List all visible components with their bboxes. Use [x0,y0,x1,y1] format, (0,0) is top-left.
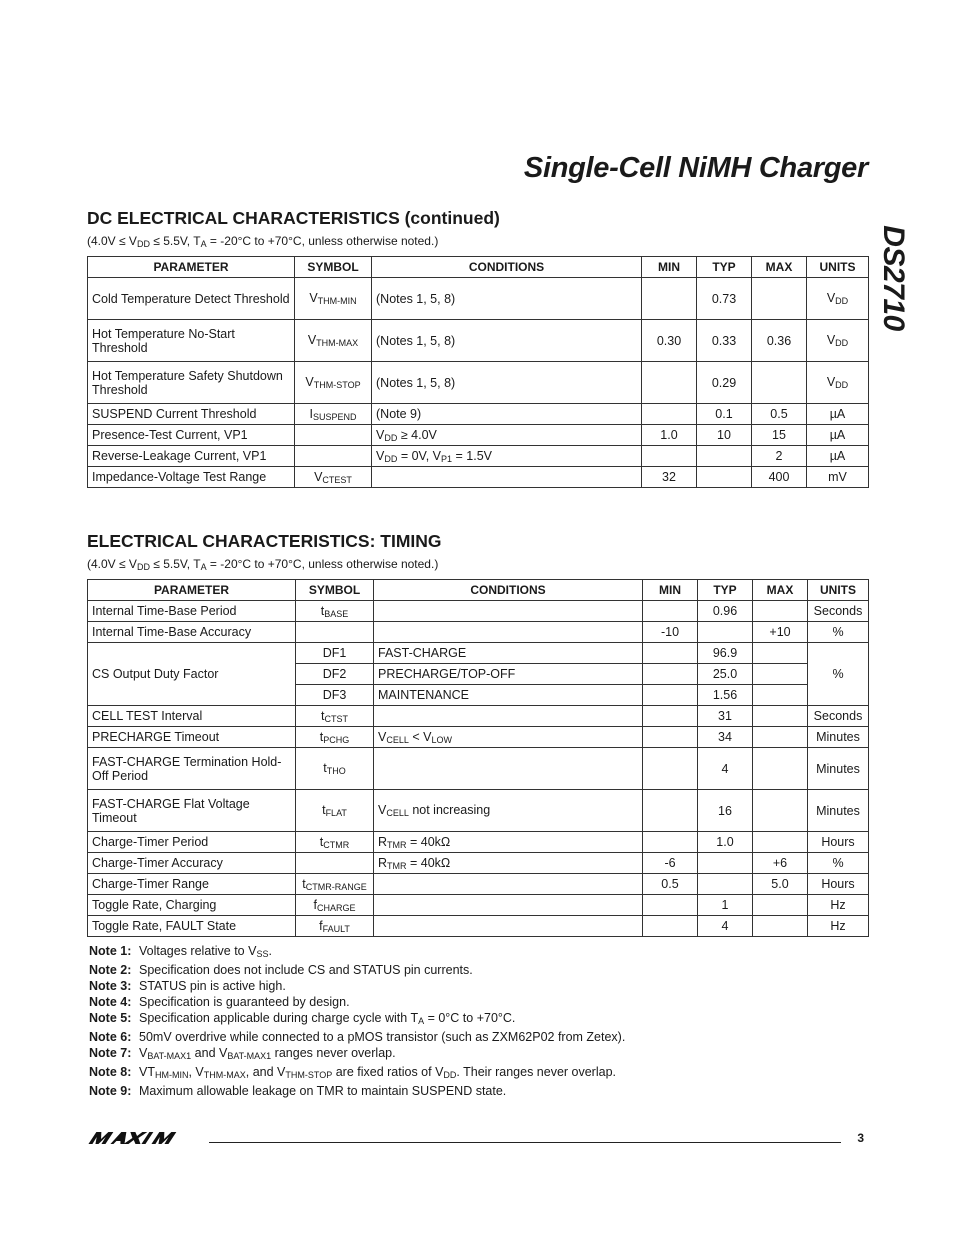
table-row [88,601,869,622]
max-cell: 0.5 [752,404,807,425]
note-label: Note 5: [89,1011,132,1025]
max-cell [753,895,808,916]
units-cell: Hz [808,916,869,937]
param-cell: Internal Time-Base Accuracy [88,622,296,643]
table-row [88,622,869,643]
column-header: SYMBOL [295,257,372,278]
conditions-cell: $V_{DD} = 0V$, $V_{P1} = 1.5V$ [372,446,642,467]
typ-cell: 4 [698,916,753,937]
note-label: Note 1: [89,944,132,958]
param-cell: Hot Temperature No-Start Threshold [88,320,295,362]
typ-cell: 96.9 [698,643,753,664]
symbol-cell [295,446,372,467]
param-cell: SUSPEND Current Threshold [88,404,295,425]
table-row [88,832,869,853]
table-row [88,467,869,488]
min-cell: 0.5 [643,874,698,895]
typ-cell: 25.0 [698,664,753,685]
units-cell: mV [807,467,869,488]
note-label: Note 6: [89,1030,132,1044]
max-cell [753,748,808,790]
param-cell: Reverse-Leakage Current, VP1 [88,446,295,467]
min-cell [643,643,698,664]
column-header: MIN [643,580,698,601]
typ-cell: 0.1 [697,404,752,425]
conditions-cell: FAST-CHARGE [374,643,643,664]
typ-cell: 31 [698,706,753,727]
conditions-cell: MAINTENANCE [374,685,643,706]
conditions-cell: (Notes 1, 5, 8) [372,320,642,362]
symbol-cell: $f_{CHARGE}$ [296,895,374,916]
param-cell: Toggle Rate, FAULT State [88,916,296,937]
table-row [88,916,869,937]
typ-cell: 4 [698,748,753,790]
part-number-vertical [863,208,923,348]
conditions-cell [374,916,643,937]
note-label: Note 3: [89,979,132,993]
timing-characteristics-table [87,579,869,937]
min-cell [642,446,697,467]
typ-cell [698,622,753,643]
note-item: Note 9: Maximum allowable leakage on TMR to maintain SUSPEND state. [89,1084,507,1098]
typ-cell: 34 [698,727,753,748]
notes-list [89,943,625,1099]
typ-cell [697,446,752,467]
conditions-cell [374,895,643,916]
min-cell [643,790,698,832]
typ-cell [698,853,753,874]
typ-cell: 0.29 [697,362,752,404]
units-cell: Hz [808,895,869,916]
min-cell: 1.0 [642,425,697,446]
conditions-cell: $V_{CELL}$ not increasing [374,790,643,832]
param-cell: Charge-Timer Range [88,874,296,895]
conditions-cell [374,748,643,790]
param-cell: PRECHARGE Timeout [88,727,296,748]
max-cell [752,362,807,404]
max-cell: 2 [752,446,807,467]
typ-cell: 1.0 [698,832,753,853]
table-row [88,790,869,832]
min-cell [643,601,698,622]
units-cell: Seconds [808,601,869,622]
typ-cell: 1 [698,895,753,916]
note-item: Note 7: $V_{BAT-MAX1}$ and $V_{BAT-MAX1}$ ranges never overlap. [89,1046,396,1061]
typ-cell: 0.96 [698,601,753,622]
note-item: Note 2: Specification does not include CS and STATUS pin currents. [89,963,473,977]
param-cell: Hot Temperature Safety Shutdown Threshold [88,362,295,404]
typ-cell: 16 [698,790,753,832]
max-cell: +6 [753,853,808,874]
dc-table-header [88,257,869,278]
column-header: PARAMETER [88,257,295,278]
max-cell [753,706,808,727]
max-cell [753,832,808,853]
conditions-cell: PRECHARGE/TOP-OFF [374,664,643,685]
table-row [88,362,869,404]
note-item: Note 4: Specification is guaranteed by design. [89,995,350,1009]
symbol-cell [296,622,374,643]
param-cell: Charge-Timer Accuracy [88,853,296,874]
table-row [88,706,869,727]
min-cell: -10 [643,622,698,643]
column-header: CONDITIONS [374,580,643,601]
table-row [88,425,869,446]
max-cell: 0.36 [752,320,807,362]
note-item: Note 5: Specification applicable during charge cycle with $T_A = 0^\circ C$ to +70°C. [89,1011,516,1026]
min-cell: -6 [643,853,698,874]
symbol-cell: $I_{SUSPEND}$ [295,404,372,425]
min-cell [643,748,698,790]
param-cell: Internal Time-Base Period [88,601,296,622]
symbol-cell: $t_{CTST}$ [296,706,374,727]
note-label: Note 2: [89,963,132,977]
typ-cell: 0.33 [697,320,752,362]
param-cell: CS Output Duty Factor [88,643,296,706]
column-header: MIN [642,257,697,278]
column-header: PARAMETER [88,580,296,601]
max-cell [753,685,808,706]
column-header: UNITS [808,580,869,601]
conditions-cell [374,874,643,895]
conditions-cell [372,467,642,488]
units-cell: $V_{DD}$ [807,278,869,320]
conditions-cell [374,706,643,727]
dc-characteristics-table [87,256,869,488]
conditions-cell: $V_{DD} \ge 4.0V$ [372,425,642,446]
max-cell [753,643,808,664]
units-cell: Hours [808,874,869,895]
min-cell [643,895,698,916]
table-row [88,446,869,467]
symbol-cell: DF1 [296,643,374,664]
dc-conditions-line: ($4.0V \le V_{DD} \le 5.5V$, $T_A = -20^\circ C$ to +70°C, unless otherwise noted.) [87,234,439,249]
note-label: Note 7: [89,1046,132,1060]
page-title: Single-Cell NiMH Charger [523,152,868,184]
max-cell [753,916,808,937]
table-row [88,404,869,425]
units-cell: Minutes [808,790,869,832]
param-cell: CELL TEST Interval [88,706,296,727]
column-header: SYMBOL [296,580,374,601]
note-label: Note 9: [89,1084,132,1098]
timing-section-title: ELECTRICAL CHARACTERISTICS: TIMING [87,531,442,551]
page-footer [87,1128,868,1150]
param-cell: Toggle Rate, Charging [88,895,296,916]
column-header: CONDITIONS [372,257,642,278]
symbol-cell: $t_{CTMR-RANGE}$ [296,874,374,895]
max-cell [753,664,808,685]
typ-cell: 1.56 [698,685,753,706]
min-cell [643,727,698,748]
symbol-cell: $f_{FAULT}$ [296,916,374,937]
symbol-cell: $t_{FLAT}$ [296,790,374,832]
table-row [88,320,869,362]
units-cell: % [808,643,869,706]
note-label: Note 8: [89,1065,132,1079]
symbol-cell: $V_{THM-MIN}$ [295,278,372,320]
min-cell: 32 [642,467,697,488]
timing-conditions-line: ($4.0V \le V_{DD} \le 5.5V$, $T_A = -20^\circ C$ to +70°C, unless otherwise noted.) [87,557,439,572]
table-row [88,278,869,320]
symbol-cell: $V_{THM-MAX}$ [295,320,372,362]
max-cell: +10 [753,622,808,643]
table-row [88,874,869,895]
typ-cell: 0.73 [697,278,752,320]
units-cell: µA [807,425,869,446]
timing-characteristics-section [87,531,868,937]
symbol-cell: DF3 [296,685,374,706]
param-cell: Cold Temperature Detect Threshold [88,278,295,320]
units-cell: Hours [808,832,869,853]
param-cell: Impedance-Voltage Test Range [88,467,295,488]
units-cell: Minutes [808,748,869,790]
min-cell [643,664,698,685]
note-item: Note 1: Voltages relative to $V_{SS}$. [89,944,272,959]
min-cell [642,278,697,320]
typ-cell: 10 [697,425,752,446]
units-cell: Seconds [808,706,869,727]
column-header: MAX [752,257,807,278]
part-number-text: DS2710 [877,225,910,331]
symbol-cell: $t_{BASE}$ [296,601,374,622]
units-cell: $V_{DD}$ [807,320,869,362]
min-cell [643,706,698,727]
conditions-cell: $R_{TMR} = 40k\Omega$ [374,853,643,874]
max-cell [752,278,807,320]
units-cell: µA [807,446,869,467]
max-cell: 15 [752,425,807,446]
conditions-cell: (Note 9) [372,404,642,425]
note-item: Note 8: $VT_{HM-MIN}$, $V_{THM-MAX}$, and $V_{THM-STOP}$ are fixed ratios of $V_{DD}$. Their ranges never overlap. [89,1065,616,1080]
note-label: Note 4: [89,995,132,1009]
maxim-logo [87,1130,199,1146]
symbol-cell: $t_{CTMR}$ [296,832,374,853]
note-item: Note 3: STATUS pin is active high. [89,979,286,993]
typ-cell [697,467,752,488]
table-row [88,748,869,790]
note-item: Note 6: 50mV overdrive while connected to a pMOS transistor (such as ZXM62P02 from Zetex). [89,1030,626,1044]
column-header: TYP [697,257,752,278]
table-row [88,895,869,916]
min-cell [643,832,698,853]
conditions-cell: $V_{CELL} < V_{LOW}$ [374,727,643,748]
typ-cell [698,874,753,895]
dc-section-title: DC ELECTRICAL CHARACTERISTICS (continued) [87,208,500,228]
symbol-cell [296,853,374,874]
page-number: 3 [857,1131,864,1145]
units-cell: µA [807,404,869,425]
timing-table-header [88,580,869,601]
min-cell [642,362,697,404]
units-cell: Minutes [808,727,869,748]
symbol-cell [295,425,372,446]
symbol-cell: $V_{CTEST}$ [295,467,372,488]
max-cell [753,727,808,748]
param-cell: Presence-Test Current, VP1 [88,425,295,446]
min-cell: 0.30 [642,320,697,362]
max-cell: 400 [752,467,807,488]
column-header: MAX [753,580,808,601]
max-cell [753,601,808,622]
max-cell: 5.0 [753,874,808,895]
max-cell [753,790,808,832]
conditions-cell: (Notes 1, 5, 8) [372,278,642,320]
conditions-cell [374,622,643,643]
param-cell: Charge-Timer Period [88,832,296,853]
symbol-cell: $V_{THM-STOP}$ [295,362,372,404]
conditions-cell: (Notes 1, 5, 8) [372,362,642,404]
units-cell: % [808,853,869,874]
symbol-cell: $t_{THO}$ [296,748,374,790]
symbol-cell: DF2 [296,664,374,685]
table-row [88,643,869,664]
units-cell: $V_{DD}$ [807,362,869,404]
table-row [88,727,869,748]
dc-characteristics-section [87,208,868,488]
conditions-cell [374,601,643,622]
column-header: TYP [698,580,753,601]
param-cell: FAST-CHARGE Termination Hold-Off Period [88,748,296,790]
min-cell [643,916,698,937]
min-cell [643,685,698,706]
table-row [88,853,869,874]
units-cell: % [808,622,869,643]
column-header: UNITS [807,257,869,278]
param-cell: FAST-CHARGE Flat Voltage Timeout [88,790,296,832]
symbol-cell: $t_{PCHG}$ [296,727,374,748]
min-cell [642,404,697,425]
conditions-cell: $R_{TMR} = 40k\Omega$ [374,832,643,853]
footer-rule [209,1142,841,1143]
